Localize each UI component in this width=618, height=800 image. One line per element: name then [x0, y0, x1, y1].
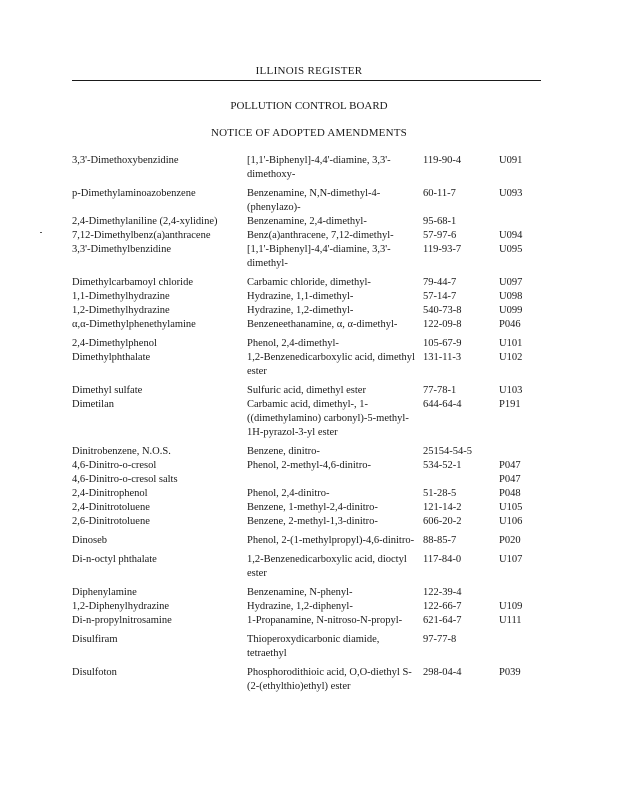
waste-code: P039 — [499, 667, 521, 678]
constituent-name: 2,4-Dimethylphenol — [72, 338, 157, 349]
waste-code: P020 — [499, 535, 521, 546]
cas-number: 97-77-8 — [423, 634, 457, 645]
table-row — [72, 553, 539, 586]
table-row — [72, 501, 539, 515]
waste-code: U091 — [499, 155, 523, 166]
constituent-name: Disulfiram — [72, 634, 118, 645]
table-row — [72, 243, 539, 276]
constituent-name: p-Dimethylaminoazobenzene — [72, 188, 196, 199]
table-row — [72, 215, 539, 229]
cas-number: 119-90-4 — [423, 155, 462, 166]
cas-number: 57-14-7 — [423, 291, 457, 302]
chemical-synonym: Phenol, 2-(1-methylpropyl)-4,6-dinitro- — [247, 535, 415, 546]
waste-code: P047 — [499, 460, 521, 471]
table-row — [72, 534, 539, 553]
cas-number: 77-78-1 — [423, 385, 457, 396]
table-row — [72, 473, 539, 487]
waste-code: U106 — [499, 516, 523, 527]
constituent-name: Dimethyl sulfate — [72, 385, 143, 396]
waste-code: U094 — [499, 230, 523, 241]
constituent-name: 3,3'-Dimethylbenzidine — [72, 244, 171, 255]
constituent-name: 4,6-Dinitro-o-cresol salts — [72, 474, 178, 485]
waste-code: U103 — [499, 385, 523, 396]
cas-number: 117-84-0 — [423, 554, 462, 565]
chemical-synonym: Sulfuric acid, dimethyl ester — [247, 385, 366, 396]
cas-number: 621-64-7 — [423, 615, 462, 626]
waste-code: U097 — [499, 277, 523, 288]
cas-number: 122-39-4 — [423, 587, 462, 598]
chemical-synonym: Benzenamine, N-phenyl- — [247, 587, 353, 598]
table-row — [72, 445, 539, 459]
table-row — [72, 614, 539, 633]
table-row — [72, 337, 539, 351]
cas-number — [423, 473, 499, 487]
hazardous-constituents-table — [72, 154, 539, 699]
chemical-synonym: Phenol, 2,4-dinitro- — [247, 488, 330, 499]
table-row — [72, 229, 539, 243]
chemical-synonym: Hydrazine, 1,2-diphenyl- — [247, 601, 353, 612]
chemical-synonym: Hydrazine, 1,2-dimethyl- — [247, 305, 354, 316]
chemical-synonym: Hydrazine, 1,1-dimethyl- — [247, 291, 354, 302]
constituent-name: 3,3'-Dimethoxybenzidine — [72, 155, 179, 166]
cas-number: 88-85-7 — [423, 535, 457, 546]
table-row — [72, 290, 539, 304]
cas-number: 60-11-7 — [423, 188, 456, 199]
waste-code: U109 — [499, 601, 523, 612]
constituent-name: Di-n-octyl phthalate — [72, 554, 157, 565]
waste-code: P191 — [499, 399, 521, 410]
cas-number: 121-14-2 — [423, 502, 462, 513]
waste-code: U107 — [499, 554, 523, 565]
cas-number: 57-97-6 — [423, 230, 457, 241]
constituent-name: 1,1-Dimethylhydrazine — [72, 291, 170, 302]
constituent-name: 2,4-Dimethylaniline (2,4-xylidine) — [72, 216, 218, 227]
waste-code: U093 — [499, 188, 523, 199]
table-row — [72, 351, 539, 384]
waste-code: U099 — [499, 305, 523, 316]
constituent-name: Dimethylphthalate — [72, 352, 151, 363]
constituent-name: 2,4-Dinitrophenol — [72, 488, 148, 499]
chemical-synonym: Phenol, 2-methyl-4,6-dinitro- — [247, 460, 371, 471]
waste-code: U105 — [499, 502, 523, 513]
notice-title: NOTICE OF ADOPTED AMENDMENTS — [211, 127, 407, 139]
constituent-name: Disulfoton — [72, 667, 117, 678]
waste-code: P046 — [499, 319, 521, 330]
constituent-name: 7,12-Dimethylbenz(a)anthracene — [72, 230, 211, 241]
chemical-synonym: Carbamic chloride, dimethyl- — [247, 277, 371, 288]
chemical-synonym: Benzenamine, 2,4-dimethyl- — [247, 216, 367, 227]
table-row — [72, 304, 539, 318]
constituent-name: Dimetilan — [72, 399, 114, 410]
chemical-synonym: Thioperoxydicarbonic diamide, tetraethyl — [247, 634, 380, 659]
board-name: POLLUTION CONTROL BOARD — [230, 100, 388, 112]
chemical-synonym: Benzeneethanamine, α, α-dimethyl- — [247, 319, 398, 330]
chemical-synonym: 1,2-Benzenedicarboxylic acid, dioctyl ester — [247, 554, 407, 579]
chemical-synonym: Benzene, 2-methyl-1,3-dinitro- — [247, 516, 378, 527]
table-row — [72, 459, 539, 473]
waste-code: U111 — [499, 615, 522, 626]
cas-number: 51-28-5 — [423, 488, 457, 499]
table-row — [72, 515, 539, 534]
constituent-name: Dinoseb — [72, 535, 107, 546]
waste-code: U098 — [499, 291, 523, 302]
constituent-name: Dinitrobenzene, N.O.S. — [72, 446, 171, 457]
margin-mark — [40, 232, 42, 233]
cas-number: 540-73-8 — [423, 305, 462, 316]
table-row — [72, 384, 539, 398]
waste-code: U095 — [499, 244, 523, 255]
cas-number: 105-67-9 — [423, 338, 462, 349]
waste-code — [499, 445, 539, 459]
constituent-name: 4,6-Dinitro-o-cresol — [72, 460, 157, 471]
cas-number: 119-93-7 — [423, 244, 462, 255]
constituent-name: α,α-Dimethylphenethylamine — [72, 319, 196, 330]
constituent-name: 1,2-Dimethylhydrazine — [72, 305, 170, 316]
table-row — [72, 666, 539, 699]
constituent-name: Diphenylamine — [72, 587, 137, 598]
header-rule — [72, 80, 541, 81]
waste-code — [499, 215, 539, 229]
cas-number: 79-44-7 — [423, 277, 457, 288]
chemical-synonym — [247, 473, 423, 487]
table-row — [72, 318, 539, 337]
cas-number: 122-09-8 — [423, 319, 462, 330]
chemical-synonym: Carbamic acid, dimethyl-, 1-((dimethylamino) carbonyl)-5-methyl-1H-pyrazol-3-yl ester — [247, 399, 409, 438]
table-row — [72, 633, 539, 666]
table-row — [72, 154, 539, 187]
cas-number: 534-52-1 — [423, 460, 462, 471]
chemical-synonym: Phosphorodithioic acid, O,O-diethyl S-(2-(ethylthio)ethyl) ester — [247, 667, 412, 692]
table-row — [72, 276, 539, 290]
constituent-name: Dimethylcarbamoyl chloride — [72, 277, 194, 288]
table-row — [72, 487, 539, 501]
chemical-synonym: Benzene, 1-methyl-2,4-dinitro- — [247, 502, 378, 513]
chemical-synonym: Benzenamine, N,N-dimethyl-4-(phenylazo)- — [247, 188, 381, 213]
constituent-name: 1,2-Diphenylhydrazine — [72, 601, 170, 612]
waste-code — [499, 633, 539, 666]
cas-number: 606-20-2 — [423, 516, 462, 527]
cas-number: 25154-54-5 — [423, 446, 472, 457]
cas-number: 131-11-3 — [423, 352, 462, 363]
table-row — [72, 586, 539, 600]
chemical-synonym: [1,1'-Biphenyl]-4,4'-diamine, 3,3'-dimethoxy- — [247, 155, 391, 180]
table-row — [72, 398, 539, 445]
waste-code: U101 — [499, 338, 523, 349]
cas-number: 122-66-7 — [423, 601, 462, 612]
cas-number: 644-64-4 — [423, 399, 462, 410]
chemical-synonym: Benz(a)anthracene, 7,12-dimethyl- — [247, 230, 394, 241]
waste-code: P048 — [499, 488, 521, 499]
chemical-synonym: [1,1'-Biphenyl]-4,4'-diamine, 3,3'-dimethyl- — [247, 244, 391, 269]
constituent-name: 2,6-Dinitrotoluene — [72, 516, 150, 527]
register-title: ILLINOIS REGISTER — [255, 65, 363, 77]
chemical-synonym: 1,2-Benzenedicarboxylic acid, dimethyl ester — [247, 352, 415, 377]
constituent-name: 2,4-Dinitrotoluene — [72, 502, 150, 513]
table-row — [72, 600, 539, 614]
waste-code: U102 — [499, 352, 523, 363]
chemical-synonym: 1-Propanamine, N-nitroso-N-propyl- — [247, 615, 403, 626]
cas-number: 95-68-1 — [423, 216, 457, 227]
waste-code: P047 — [499, 474, 521, 485]
cas-number: 298-04-4 — [423, 667, 462, 678]
chemical-synonym: Benzene, dinitro- — [247, 446, 320, 457]
table-row — [72, 187, 539, 215]
waste-code — [499, 586, 539, 600]
chemical-synonym: Phenol, 2,4-dimethyl- — [247, 338, 339, 349]
constituent-name: Di-n-propylnitrosamine — [72, 615, 172, 626]
